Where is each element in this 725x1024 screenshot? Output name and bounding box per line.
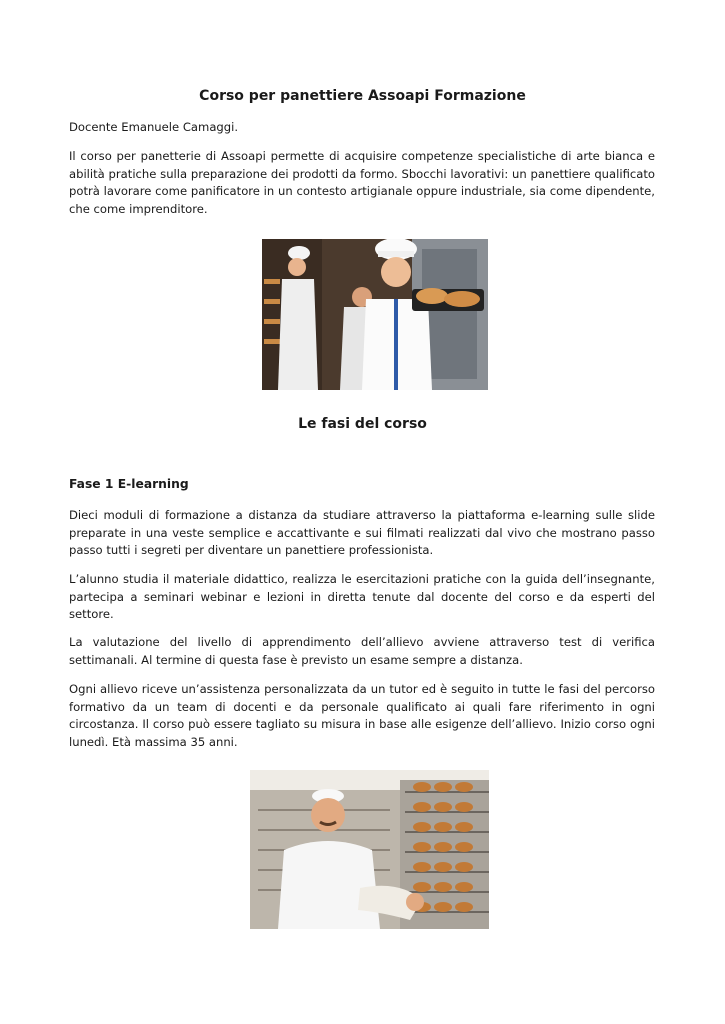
section-title: Le fasi del corso xyxy=(298,416,427,432)
baker-rack-photo-image xyxy=(250,770,489,929)
bakers-photo-image xyxy=(262,239,488,390)
phase1-paragraph-3: La valutazione del livello di apprendimento dell’allievo avviene attraverso test di verifica settimanali. Al termine di questa fase è previsto un esame sempre a distanza. xyxy=(69,635,655,667)
phase1-paragraph-2: L’alunno studia il materiale didattico, realizza le esercitazioni pratiche con la guida dell’insegnante, partecipa a seminari webinar e lezioni in diretta tenute dal docente del corso e da esperti del settore. xyxy=(69,572,655,622)
phase1-heading: Fase 1 E-learning xyxy=(69,477,189,491)
baker-rack-photo xyxy=(250,770,489,929)
document-title: Corso per panettiere Assoapi Formazione xyxy=(199,88,526,104)
phase1-paragraph-4: Ogni allievo riceve un’assistenza personalizzata da un tutor ed è seguito in tutte le fasi del percorso formativo da un team di docenti e da personale qualificato ai quali fare riferimento in ogni circostanza. Il corso può essere tagliato su misura in base alle esigenze dell’allievo. Inizio corso ogni lunedì. Età massima 35 anni. xyxy=(69,682,655,749)
teacher-line: Docente Emanuele Camaggi. xyxy=(69,120,239,134)
bakers-photo xyxy=(262,239,488,390)
phase1-paragraph-1: Dieci moduli di formazione a distanza da studiare attraverso la piattaforma e-learning sulle slide preparate in una veste semplice e accattivante e sui filmati realizzati dal vivo che mostrano passo passo tutti i segreti per diventare un panettiere professionista. xyxy=(69,508,655,558)
intro-paragraph: Il corso per panetterie di Assoapi permette di acquisire competenze specialistiche di arte bianca e abilità pratiche sulla preparazione dei prodotti da formo. Sbocchi lavorativi: un panettiere qualificato potrà lavorare come panificatore in un contesto artigianale oppure industriale, sia come dipendente, che come imprenditore. xyxy=(69,149,655,216)
